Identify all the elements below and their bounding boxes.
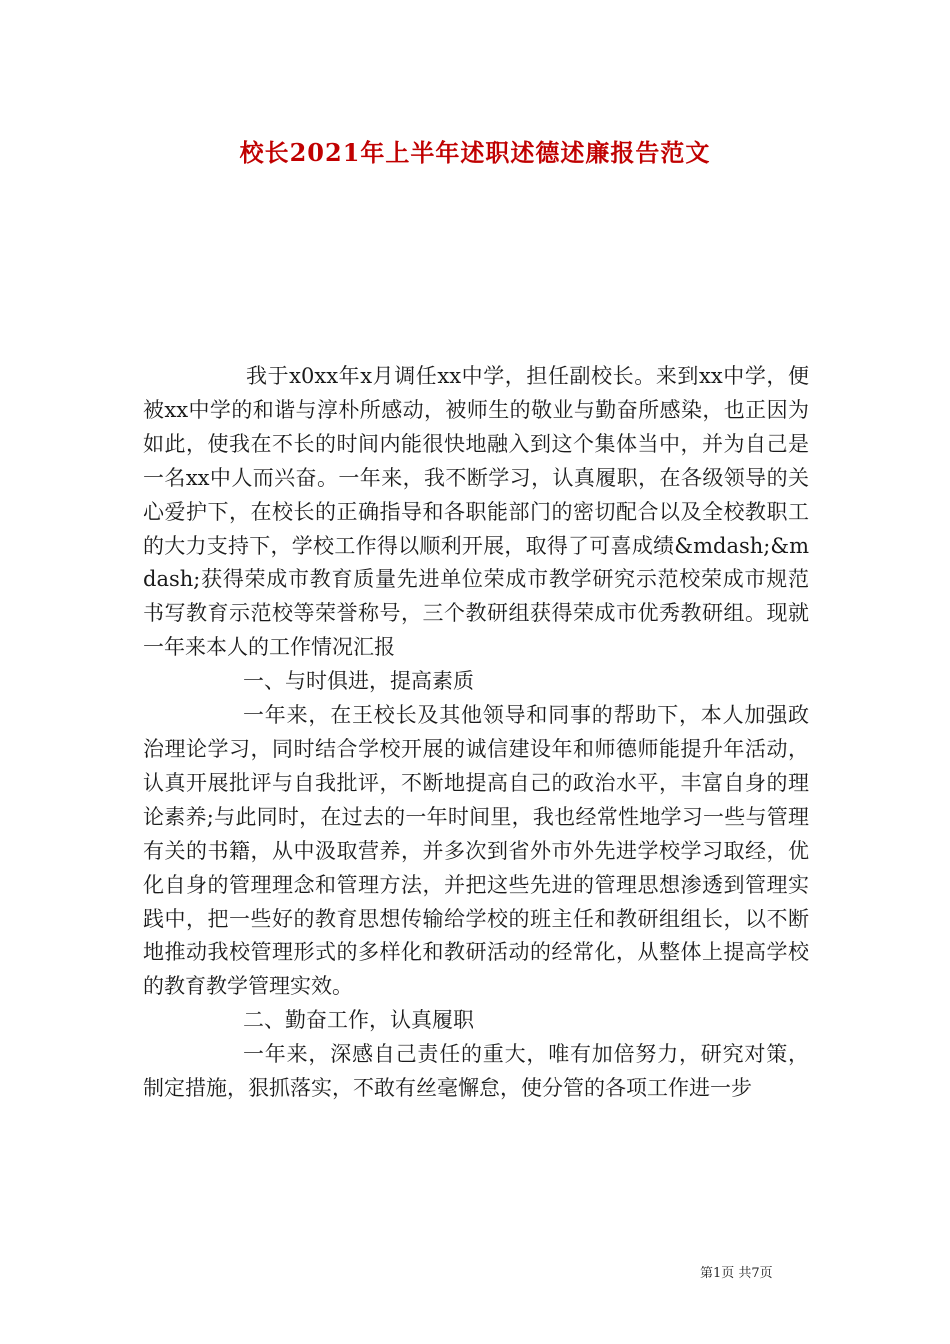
page-title: 校长2021年上半年述职述德述廉报告范文 bbox=[239, 138, 711, 167]
paragraph-section-1: 一年来，在王校长及其他领导和同事的帮助下，本人加强政治理论学习，同时结合学校开展的诚信建设年和师德师能提升年活动，认真开展批评与自我批评，不断地提高自己的政治水平，丰富自身的理论素养;与此同时，在过去的一年时间里，我也经常性地学习一些与管理有关的书籍，从中汲取营养，并多次到省外市外先进学校学习取经，优化自身的管理理念和管理方法，并把这些先进的管理思想渗透到管理实践中，把一些好的教育思想传输给学校的班主任和教研组组长，以不断地推动我校管理形式的多样化和教研活动的经常化，从整体上提高学校的教育教学管理实效。 bbox=[143, 703, 809, 999]
section-heading-1: 一、与时俱进，提高素质 bbox=[243, 669, 474, 694]
page-number-footer: 第1页 共7页 bbox=[700, 1266, 773, 1281]
section-heading-2: 二、勤奋工作，认真履职 bbox=[243, 1008, 474, 1033]
paragraph-intro: 我于x0xx年x月调任xx中学，担任副校长。来到xx中学，便被xx中学的和谐与淳朴所感动，被师生的敬业与勤奋所感染，也正因为如此，使我在不长的时间内能很快地融入到这个集体当中，并为自己是一名xx中人而兴奋。一年来，我不断学习，认真履职，在各级领导的关心爱护下，在校长的正确指导和各职能部门的密切配合以及全校教职工的大力支持下，学校工作得以顺利开展，取得了可喜成绩&mdash;&mdash;获得荣成市教育质量先进单位荣成市教学研究示范校荣成市规范书写教育示范校等荣誉称号，三个教研组获得荣成市优秀教研组。现就一年来本人的工作情况汇报 bbox=[143, 364, 809, 660]
document-body bbox=[143, 360, 809, 1106]
paragraph-section-2: 一年来，深感自己责任的重大，唯有加倍努力，研究对策，制定措施，狠抓落实，不敢有丝毫懈怠，使分管的各项工作进一步 bbox=[143, 1042, 809, 1101]
